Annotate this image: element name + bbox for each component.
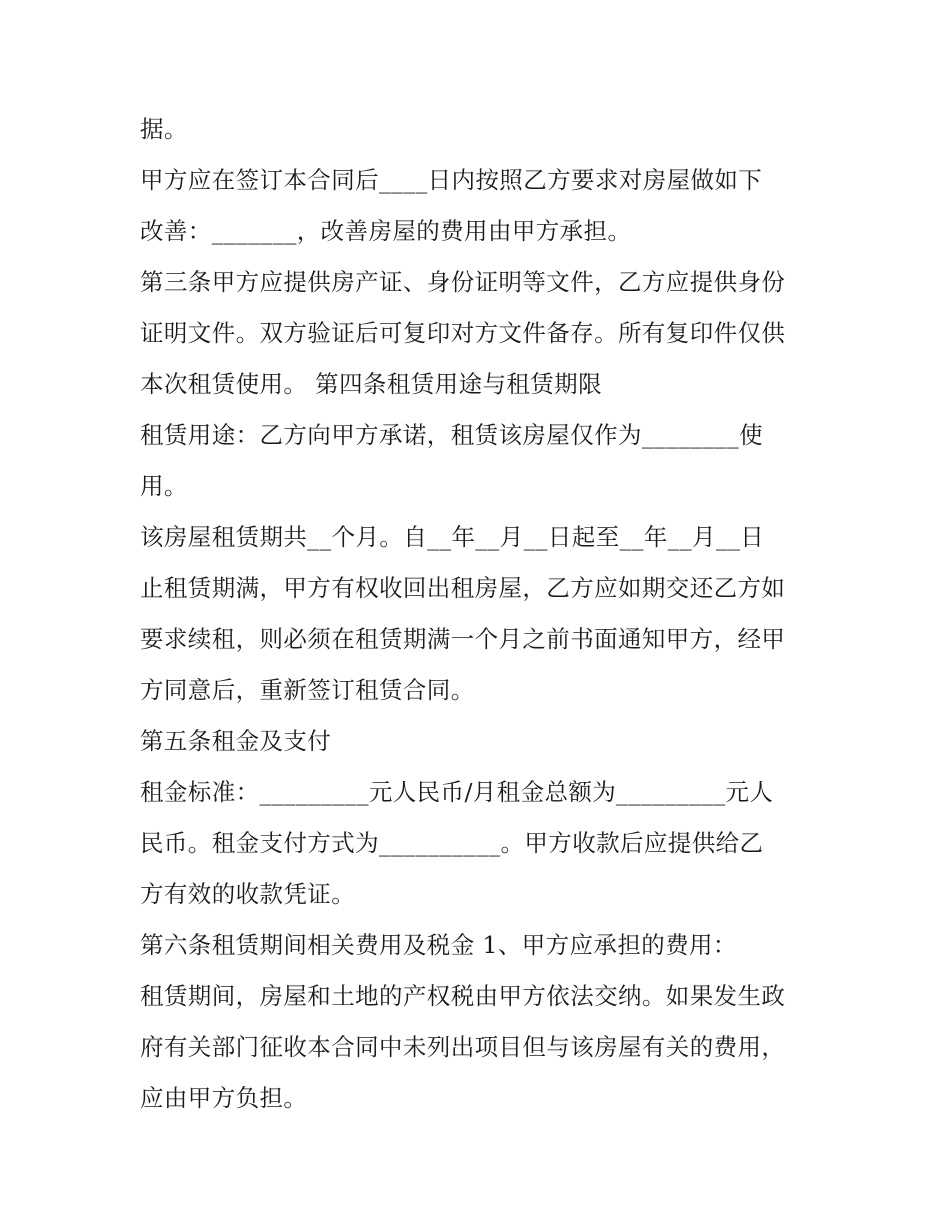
text-line: 方有效的收款凭证。	[140, 880, 356, 908]
text-line: 要求续租，则必须在租赁期满一个月之前书面通知甲方，经甲	[140, 625, 786, 653]
text-line: 证明文件。双方验证后可复印对方文件备存。所有复印件仅供	[140, 319, 786, 347]
text-line: 第六条租赁期间相关费用及税金 1、甲方应承担的费用：	[140, 931, 737, 959]
text-line: 该房屋租赁期共__个月。自__年__月__日起至__年__月__日	[140, 523, 765, 551]
text-line: 应由甲方负担。	[140, 1084, 308, 1112]
text-line: 甲方应在签订本合同后____日内按照乙方要求对房屋做如下	[140, 166, 763, 194]
text-line: 租赁用途：乙方向甲方承诺，租赁该房屋仅作为________使	[140, 421, 763, 449]
text-line: 府有关部门征收本合同中未列出项目但与该房屋有关的费用，	[140, 1033, 786, 1061]
text-line: 第五条租金及支付	[140, 727, 332, 755]
text-line: 改善：_______，改善房屋的费用由甲方承担。	[140, 217, 632, 245]
text-line: 租金标准：_________元人民币/月租金总额为_________元人	[140, 778, 774, 806]
text-line: 本次租赁使用。 第四条租赁用途与租赁期限	[140, 370, 602, 398]
document-body	[140, 104, 820, 1124]
text-line: 第三条甲方应提供房产证、身份证明等文件，乙方应提供身份	[140, 268, 786, 296]
text-line: 租赁期间，房屋和土地的产权税由甲方依法交纳。如果发生政	[140, 982, 786, 1010]
text-line: 止租赁期满，甲方有权收回出租房屋，乙方应如期交还乙方如	[140, 574, 786, 602]
text-line: 民币。租金支付方式为__________。甲方收款后应提供给乙	[140, 829, 764, 857]
text-line: 方同意后，重新签订租赁合同。	[140, 676, 475, 704]
text-line: 用。	[140, 472, 188, 500]
text-line: 据。	[140, 115, 188, 143]
